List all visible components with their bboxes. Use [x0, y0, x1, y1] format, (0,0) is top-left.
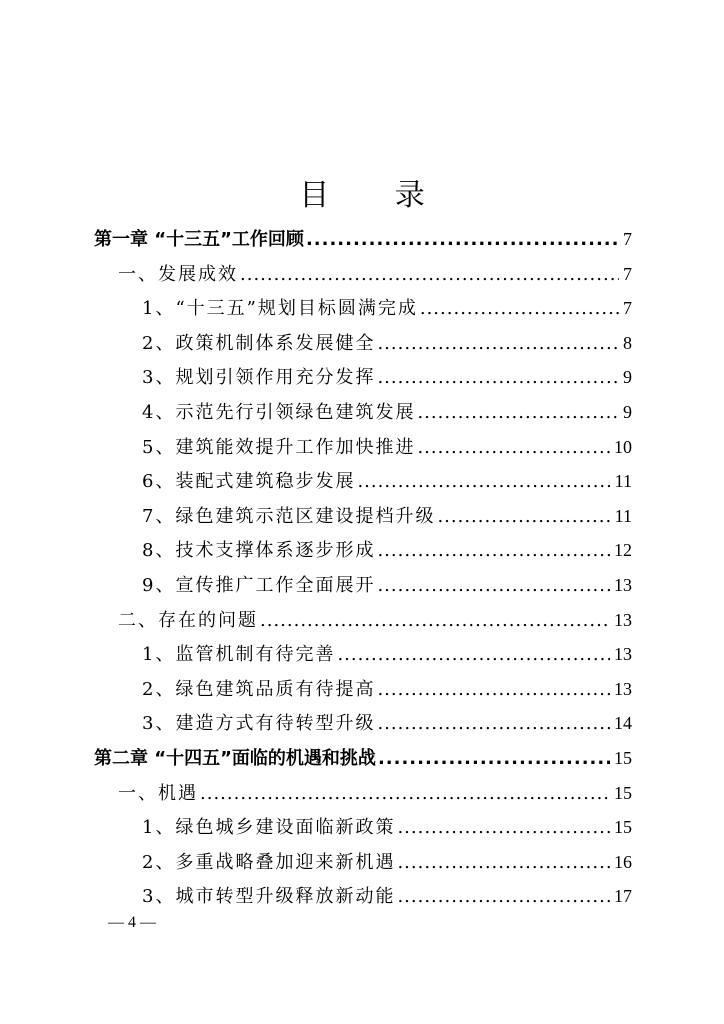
toc-entry-title: 5、建筑能效提升工作加快推进	[142, 436, 416, 458]
dot-leader	[420, 296, 619, 322]
toc-entry[interactable]	[142, 710, 632, 737]
dot-leader	[377, 677, 610, 703]
dot-leader	[397, 884, 610, 910]
toc-entry[interactable]	[142, 295, 632, 322]
toc-entry-page: 9	[623, 402, 632, 422]
toc-entry[interactable]	[142, 572, 632, 599]
toc-entry-title: 2、绿色建筑品质有待提高	[142, 678, 376, 700]
toc-entry-title: 9、宣传推广工作全面展开	[142, 575, 376, 596]
toc-entry-page: 11	[614, 505, 632, 526]
dot-leader	[378, 746, 610, 772]
toc-entry-title: 7、绿色建筑示范区建设提档升级	[142, 505, 436, 527]
toc-entry-page: 17	[614, 886, 632, 907]
toc-entry[interactable]	[142, 330, 632, 357]
toc-entry-title: 二、存在的问题	[118, 609, 258, 631]
dot-leader	[306, 227, 619, 253]
toc-entry-page: 7	[623, 229, 632, 249]
toc-entry-page: 13	[614, 575, 632, 595]
page-title: 目 录	[299, 178, 453, 214]
dot-leader	[337, 642, 610, 668]
toc-entry[interactable]	[142, 537, 632, 564]
dot-leader	[377, 538, 610, 564]
toc-entry-page: 15	[614, 748, 632, 768]
dot-leader	[417, 435, 610, 461]
dot-leader	[377, 331, 619, 357]
toc-entry-title: 3、规划引领作用充分发挥	[142, 367, 376, 389]
dot-leader	[377, 573, 610, 599]
toc-entry-title: 1、绿色城乡建设面临新政策	[142, 817, 396, 839]
dot-leader	[200, 781, 610, 807]
toc-entry[interactable]	[142, 434, 632, 461]
toc-entry-title: 第一章 “十三五”工作回顾	[94, 229, 304, 250]
toc-entry-title: 8、技术支撑体系逐步形成	[142, 540, 376, 562]
toc-entry[interactable]	[118, 780, 632, 807]
toc-entry[interactable]	[142, 676, 632, 703]
toc-entry-page: 13	[614, 609, 632, 630]
toc-entry-title: 1、监管机制有待完善	[142, 644, 336, 666]
toc-entry[interactable]	[142, 814, 632, 841]
toc-entry-title: 一、机遇	[118, 782, 198, 804]
toc-entry-page: 15	[614, 782, 632, 803]
dot-leader	[397, 815, 610, 841]
toc-entry-page: 14	[614, 713, 632, 734]
toc-entry-title: 3、建造方式有待转型升级	[142, 713, 376, 735]
dot-leader	[377, 365, 619, 391]
dot-leader	[357, 469, 610, 495]
toc-entry-title: 1、“十三五”规划目标圆满完成	[142, 298, 418, 320]
dot-leader	[437, 504, 610, 530]
toc-entry[interactable]	[94, 745, 632, 772]
toc-entry-page: 11	[614, 471, 632, 492]
toc-entry[interactable]	[118, 607, 632, 634]
dot-leader	[377, 711, 610, 737]
toc-entry[interactable]	[118, 261, 632, 288]
toc-entry-page: 8	[623, 332, 632, 353]
dot-leader	[240, 262, 619, 288]
page-number: — 4 —	[108, 914, 156, 931]
toc-entry[interactable]	[142, 641, 632, 668]
toc-entry-title: 3、城市转型升级释放新动能	[142, 886, 396, 908]
toc-entry[interactable]	[142, 468, 632, 495]
toc-entry-page: 16	[614, 851, 632, 872]
toc-entry-page: 10	[614, 436, 632, 457]
toc-entry-title: 4、示范先行引领绿色建筑发展	[142, 402, 416, 423]
toc-entry[interactable]	[142, 503, 632, 530]
toc-entry-page: 7	[623, 298, 632, 319]
toc-entry[interactable]	[94, 226, 632, 253]
toc-entry[interactable]	[142, 883, 632, 910]
toc-entry-title: 2、政策机制体系发展健全	[142, 332, 376, 354]
dot-leader	[397, 850, 610, 876]
toc-entry-page: 15	[614, 817, 632, 838]
toc-entry-page: 7	[623, 263, 632, 284]
toc-entry[interactable]	[142, 849, 632, 876]
toc-entry-title: 第二章 “十四五”面临的机遇和挑战	[94, 748, 376, 769]
toc-entry-title: 2、多重战略叠加迎来新机遇	[142, 851, 396, 873]
toc-entry-page: 9	[623, 367, 632, 388]
toc-entry-page: 12	[614, 540, 632, 561]
dot-leader	[417, 400, 619, 426]
toc-entry-title: 6、装配式建筑稳步发展	[142, 471, 356, 493]
toc-entry[interactable]	[142, 364, 632, 391]
toc-entry-title: 一、发展成效	[118, 263, 238, 285]
toc-entry-page: 13	[614, 678, 632, 699]
toc-entry[interactable]	[142, 399, 632, 426]
dot-leader	[260, 608, 610, 634]
toc-entry-page: 13	[614, 644, 632, 665]
